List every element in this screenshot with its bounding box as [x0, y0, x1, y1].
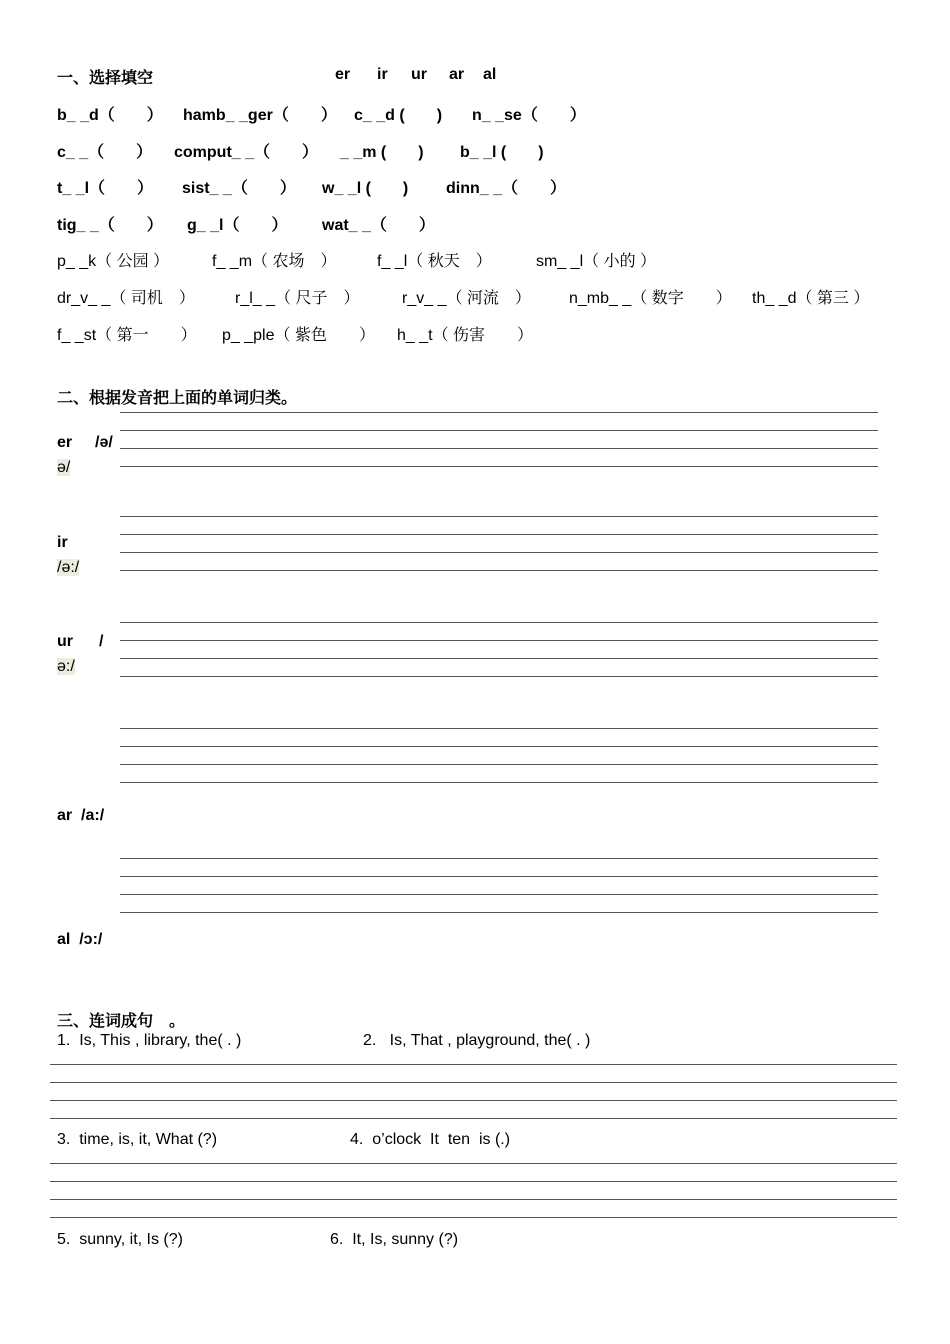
writing-line[interactable] [120, 516, 878, 517]
sentence-item-1: 1. Is, This , library, the( . ) [57, 1032, 242, 1049]
sentence-item-6: 6. It, Is, sunny (?) [330, 1231, 459, 1248]
writing-line[interactable] [50, 1100, 897, 1101]
sentence-item-3: 3. time, is, it, What (?) [57, 1131, 218, 1148]
option-al: al [483, 66, 497, 83]
writing-line[interactable] [120, 552, 878, 553]
group-ipa-ur: ə:/ [57, 658, 75, 675]
group-ipa-er: /ə/ [95, 434, 113, 451]
blank-item: r_v_ _（ 河流 ） [402, 290, 531, 307]
blank-item: h_ _t（ 伤害 ） [397, 327, 534, 344]
blank-item: comput_ _（ ） [174, 144, 319, 161]
writing-line[interactable] [120, 448, 878, 449]
blank-item: c_ _d ( ) [354, 107, 443, 124]
writing-line[interactable] [120, 676, 878, 677]
blank-item: p_ _ple（ 紫色 ） [222, 327, 375, 344]
blank-item: dr_v_ _（ 司机 ） [57, 290, 195, 307]
blank-item: r_l_ _（ 尺子 ） [235, 290, 360, 307]
writing-line[interactable] [120, 746, 878, 747]
group-word-er: er [57, 434, 73, 451]
blank-item: th_ _d（ 第三 ） [752, 290, 870, 307]
blank-item: hamb_ _ger（ ） [183, 107, 337, 124]
option-er: er [335, 66, 351, 83]
writing-line[interactable] [120, 728, 878, 729]
blank-item: c_ _（ ） [57, 144, 153, 161]
sentence-item-2: 2. Is, That , playground, the( . ) [363, 1032, 591, 1049]
writing-line[interactable] [120, 570, 878, 571]
writing-line[interactable] [120, 658, 878, 659]
blank-item: n_mb_ _（ 数字 ） [569, 290, 732, 307]
group-ipa-er-tail: ə/ [57, 459, 71, 476]
option-ir: ir [377, 66, 388, 83]
option-ur: ur [411, 66, 427, 83]
writing-line[interactable] [50, 1118, 897, 1119]
writing-line[interactable] [120, 622, 878, 623]
writing-line[interactable] [120, 412, 878, 413]
writing-line[interactable] [120, 430, 878, 431]
blank-item: sist_ _（ ） [182, 180, 296, 197]
blank-item: f_ _st（ 第一 ） [57, 327, 197, 344]
writing-line[interactable] [120, 876, 878, 877]
writing-line[interactable] [120, 534, 878, 535]
section3-title: 三、连词成句 。 [57, 1013, 186, 1030]
blank-item: f_ _m（ 农场 ） [212, 253, 337, 270]
writing-line[interactable] [120, 894, 878, 895]
group-word-al: al /ɔ:/ [57, 931, 103, 948]
blank-item: g_ _l（ ） [187, 217, 288, 234]
writing-line[interactable] [50, 1064, 897, 1065]
section2-title: 二、根据发音把上面的单词归类。 [57, 390, 298, 407]
option-ar: ar [449, 66, 465, 83]
writing-line[interactable] [120, 858, 878, 859]
blank-item: b_ _l ( ) [460, 144, 544, 161]
blank-item: sm_ _l（ 小的 ） [536, 253, 657, 270]
blank-item: w_ _l ( ) [322, 180, 409, 197]
section1-title: 一、选择填空 [57, 70, 154, 87]
blank-item: wat_ _（ ） [322, 217, 435, 234]
blank-item: f_ _l（ 秋天 ） [377, 253, 492, 270]
blank-item: n_ _se（ ） [472, 107, 586, 124]
ipa-slash: / [99, 633, 104, 650]
sentence-item-5: 5. sunny, it, Is (?) [57, 1231, 183, 1248]
writing-line[interactable] [120, 912, 878, 913]
writing-line[interactable] [120, 782, 878, 783]
writing-line[interactable] [120, 466, 878, 467]
group-word-ur: ur [57, 633, 73, 650]
group-ipa-ir: /ə:/ [57, 559, 80, 576]
group-word-ir: ir [57, 534, 68, 551]
writing-line[interactable] [50, 1217, 897, 1218]
writing-line[interactable] [50, 1163, 897, 1164]
blank-item: dinn_ _（ ） [446, 180, 567, 197]
writing-line[interactable] [120, 640, 878, 641]
writing-line[interactable] [50, 1181, 897, 1182]
writing-line[interactable] [120, 764, 878, 765]
writing-line[interactable] [50, 1199, 897, 1200]
blank-item: b_ _d（ ） [57, 107, 163, 124]
writing-line[interactable] [50, 1082, 897, 1083]
blank-item: p_ _k（ 公园 ） [57, 253, 170, 270]
blank-item: t_ _l（ ） [57, 180, 154, 197]
blank-item: tig_ _（ ） [57, 217, 163, 234]
sentence-item-4: 4. o’clock It ten is (.) [350, 1131, 511, 1148]
group-word-ar: ar /a:/ [57, 807, 105, 824]
blank-item: _ _m ( ) [340, 144, 424, 161]
